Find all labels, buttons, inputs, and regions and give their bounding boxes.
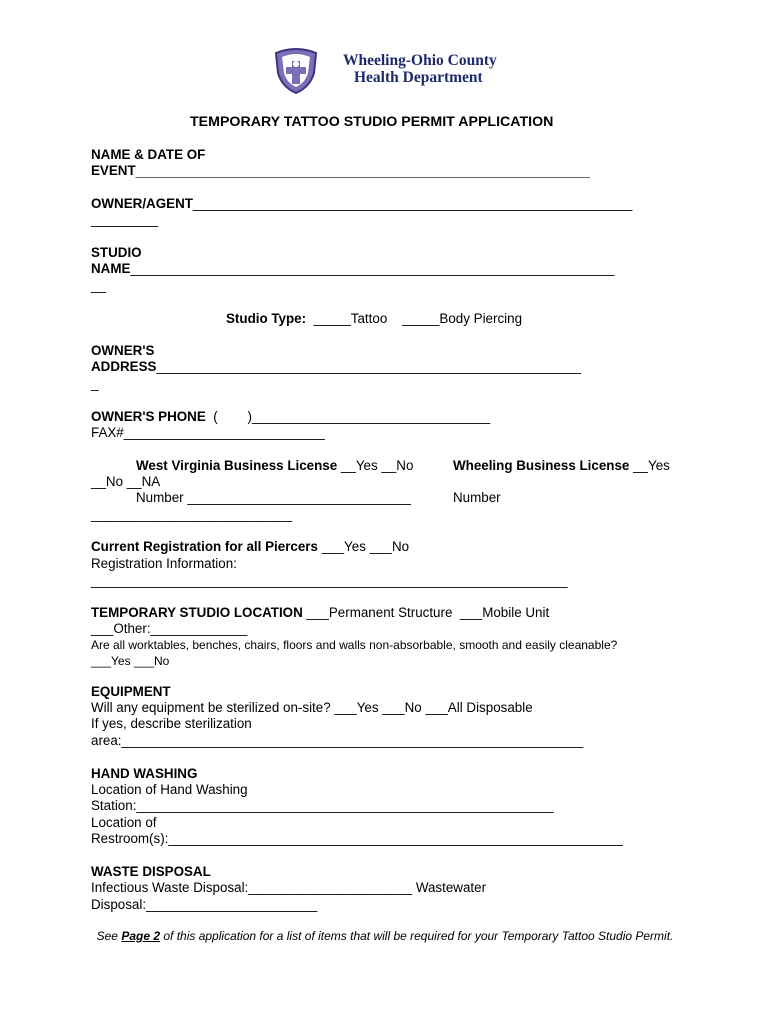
studio-name-blank: _________________________________________________________________ (130, 261, 615, 276)
wheeling-license-label: Wheeling Business License (453, 458, 630, 473)
event-label: EVENT (91, 163, 136, 178)
owner-agent-label: OWNER/AGENT (91, 196, 193, 211)
surfaces-answer[interactable]: ___Yes ___No (91, 654, 170, 668)
page-2-link[interactable]: Page 2 (121, 929, 161, 943)
owner-address-label: ADDRESS (91, 359, 157, 374)
owner-agent-blank-cont: _________ (91, 212, 159, 227)
event-field[interactable] (91, 163, 590, 179)
location-options[interactable]: ___Permanent Structure ___Mobile Unit (306, 605, 550, 620)
owner-agent-blank: ___________________________________________________________ (192, 196, 633, 211)
wv-license-label: West Virginia Business License (136, 458, 338, 473)
owner-address-blank: _________________________________________________________ (156, 359, 581, 374)
owner-agent-field[interactable] (91, 196, 632, 212)
wheeling-license-number-label: Number (453, 490, 501, 505)
registration-row (91, 539, 409, 555)
hand-washing-station-field[interactable]: Station:________________________________________________________ (91, 798, 554, 813)
location-row (91, 605, 549, 621)
address-label-line1: OWNER'S (91, 343, 155, 358)
org-name-line2: Health Department (354, 69, 483, 86)
studio-type-piercing-option[interactable]: _____Body Piercing (402, 311, 523, 326)
owner-address-field[interactable] (91, 359, 581, 375)
page-title: TEMPORARY TATTOO STUDIO PERMIT APPLICATION (190, 114, 554, 130)
studio-name-label: NAME (91, 261, 131, 276)
waste-disposal-heading: WASTE DISPOSAL (91, 864, 211, 879)
registration-info-blank[interactable]: ________________________________________________________________ (91, 573, 568, 588)
owner-phone-field[interactable] (91, 409, 490, 425)
studio-type-label: Studio Type: (226, 311, 307, 326)
studio-type-row (226, 311, 522, 327)
wv-license-row (136, 458, 413, 474)
studio-type-tattoo-option[interactable]: _____Tattoo (313, 311, 388, 326)
location-label: TEMPORARY STUDIO LOCATION (91, 605, 303, 620)
wheeling-license-row (453, 458, 670, 474)
equipment-sterilized-question[interactable]: Will any equipment be sterilized on-site? ___Yes ___No ___All Disposable (91, 700, 533, 715)
wv-license-number-field[interactable]: Number ______________________________ (136, 490, 411, 505)
equipment-heading: EQUIPMENT (91, 684, 171, 699)
restroom-location-label: Location of (91, 815, 157, 830)
studio-name-field[interactable] (91, 261, 615, 277)
event-label-line1: NAME & DATE OF (91, 147, 206, 162)
equipment-describe-label: If yes, describe sterilization (91, 716, 252, 731)
fax-field[interactable]: FAX#___________________________ (91, 425, 325, 440)
registration-label: Current Registration for all Piercers (91, 539, 318, 554)
hand-washing-heading: HAND WASHING (91, 766, 198, 781)
org-name-line1: Wheeling-Ohio County (343, 52, 497, 69)
owner-phone-label: OWNER'S PHONE (91, 409, 206, 424)
footer-pre: See (96, 929, 118, 943)
location-other-field[interactable]: ___Other:_____________ (91, 621, 248, 636)
surfaces-question: Are all worktables, benches, chairs, floors and walls non-absorbable, smooth and easily cleanable? (91, 638, 618, 652)
wv-license-options[interactable]: __Yes __No (340, 458, 414, 473)
wheeling-license-options[interactable]: __Yes (633, 458, 670, 473)
hand-washing-location-label: Location of Hand Washing (91, 782, 248, 797)
restroom-field[interactable]: Restroom(s):_____________________________________________________________ (91, 831, 623, 846)
health-department-logo (272, 47, 320, 95)
footer-post: of this application for a list of items that will be required for your Temporary Tattoo Studio Permit. (163, 929, 674, 943)
event-blank: _____________________________________________________________ (135, 163, 590, 178)
wastewater-disposal-field[interactable]: Disposal:_______________________ (91, 897, 318, 912)
infectious-waste-field[interactable]: Infectious Waste Disposal:______________________ Wastewater (91, 880, 487, 895)
wheeling-license-options-cont[interactable]: __No __NA (91, 474, 161, 489)
owner-phone-blank: ( )________________________________ (213, 409, 491, 424)
studio-label-line1: STUDIO (91, 245, 142, 260)
registration-options[interactable]: ___Yes ___No (321, 539, 410, 554)
footer-note (96, 929, 674, 944)
sterilization-area-field[interactable]: area:______________________________________________________________ (91, 733, 584, 748)
wheeling-license-number-blank[interactable]: ___________________________ (91, 507, 293, 522)
registration-info-label: Registration Information: (91, 556, 237, 571)
owner-address-blank-cont: _ (91, 376, 99, 391)
studio-name-blank-cont: __ (91, 278, 106, 293)
